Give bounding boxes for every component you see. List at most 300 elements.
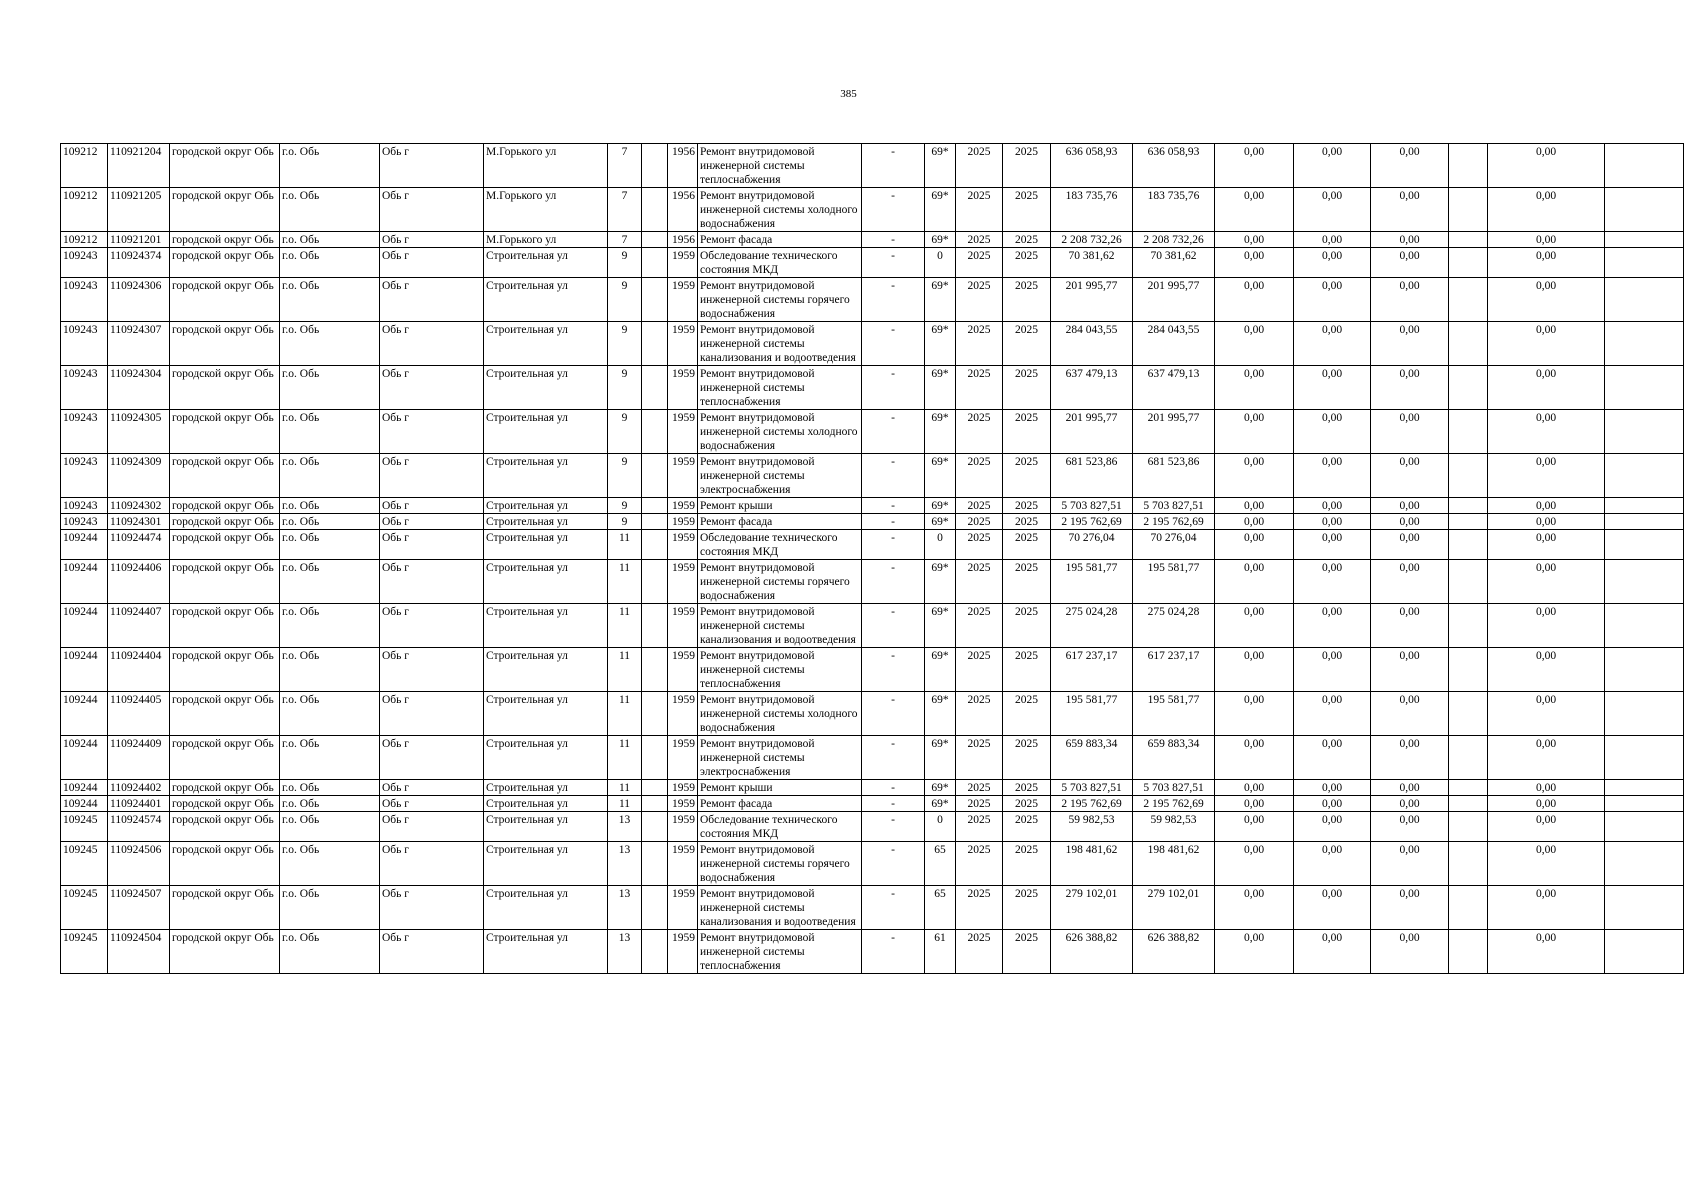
cell-dash: - <box>862 648 925 692</box>
cell-fund-amount: 279 102,01 <box>1133 886 1215 930</box>
cell-house-id: 109243 <box>61 454 108 498</box>
cell-municipality: городской округ Обь <box>170 692 280 736</box>
cell-street: Строительная ул <box>484 736 608 780</box>
cell-house-number: 11 <box>608 736 642 780</box>
cell-plan-year-start: 2025 <box>956 454 1003 498</box>
cell-house-number: 9 <box>608 514 642 530</box>
cell-dash: - <box>862 842 925 886</box>
cell-amount-2: 0,00 <box>1294 930 1371 974</box>
cell-municipality: городской округ Обь <box>170 812 280 842</box>
cell-district: г.о. Обь <box>280 648 380 692</box>
cell-total-cost: 195 581,77 <box>1051 692 1133 736</box>
cell-amount-4 <box>1449 886 1488 930</box>
cell-work-code: 110924307 <box>108 322 170 366</box>
cell-municipality: городской округ Обь <box>170 188 280 232</box>
cell-dash: - <box>862 410 925 454</box>
cell-locality: Обь г <box>380 930 484 974</box>
cell-amount-2: 0,00 <box>1294 604 1371 648</box>
cell-plan-year-start: 2025 <box>956 498 1003 514</box>
cell-fund-amount: 2 195 762,69 <box>1133 796 1215 812</box>
cell-amount-4 <box>1449 144 1488 188</box>
page-number: 385 <box>840 88 857 100</box>
cell-year-built: 1959 <box>668 604 698 648</box>
cell-plan-year-start: 2025 <box>956 930 1003 974</box>
cell-locality: Обь г <box>380 530 484 560</box>
cell-amount-2: 0,00 <box>1294 248 1371 278</box>
cell-total-cost: 636 058,93 <box>1051 144 1133 188</box>
cell-district: г.о. Обь <box>280 498 380 514</box>
table-row <box>61 796 1684 812</box>
cell-work-code: 110924401 <box>108 796 170 812</box>
cell-plan-year-start: 2025 <box>956 278 1003 322</box>
cell-amount-3: 0,00 <box>1371 560 1449 604</box>
cell-total-cost: 195 581,77 <box>1051 560 1133 604</box>
cell-dash: - <box>862 780 925 796</box>
cell-total-cost: 2 208 732,26 <box>1051 232 1133 248</box>
cell-amount-6 <box>1605 886 1684 930</box>
cell-amount-4 <box>1449 930 1488 974</box>
cell-amount-4 <box>1449 780 1488 796</box>
cell-plan-year-end: 2025 <box>1003 454 1051 498</box>
table-row <box>61 144 1684 188</box>
cell-locality: Обь г <box>380 322 484 366</box>
cell-work-code: 110924301 <box>108 514 170 530</box>
cell-total-cost: 275 024,28 <box>1051 604 1133 648</box>
cell-amount-1: 0,00 <box>1215 604 1294 648</box>
cell-municipality: городской округ Обь <box>170 278 280 322</box>
cell-building <box>642 886 668 930</box>
cell-wear: 0 <box>925 812 956 842</box>
cell-house-id: 109243 <box>61 366 108 410</box>
cell-work-code: 110924306 <box>108 278 170 322</box>
cell-wear: 65 <box>925 842 956 886</box>
cell-amount-4 <box>1449 248 1488 278</box>
cell-total-cost: 637 479,13 <box>1051 366 1133 410</box>
cell-municipality: городской округ Обь <box>170 366 280 410</box>
cell-year-built: 1959 <box>668 322 698 366</box>
cell-year-built: 1959 <box>668 736 698 780</box>
cell-amount-6 <box>1605 530 1684 560</box>
cell-locality: Обь г <box>380 886 484 930</box>
cell-work-type: Ремонт внутридомовой инженерной системы холодного водоснабжения <box>698 692 862 736</box>
cell-street: Строительная ул <box>484 530 608 560</box>
cell-amount-1: 0,00 <box>1215 560 1294 604</box>
cell-locality: Обь г <box>380 812 484 842</box>
cell-wear: 69* <box>925 514 956 530</box>
cell-municipality: городской округ Обь <box>170 248 280 278</box>
cell-wear: 69* <box>925 648 956 692</box>
cell-house-id: 109243 <box>61 514 108 530</box>
cell-amount-3: 0,00 <box>1371 498 1449 514</box>
cell-municipality: городской округ Обь <box>170 530 280 560</box>
cell-amount-3: 0,00 <box>1371 366 1449 410</box>
cell-street: Строительная ул <box>484 454 608 498</box>
cell-street: Строительная ул <box>484 930 608 974</box>
cell-building <box>642 930 668 974</box>
cell-amount-1: 0,00 <box>1215 322 1294 366</box>
cell-house-id: 109212 <box>61 188 108 232</box>
cell-plan-year-end: 2025 <box>1003 648 1051 692</box>
cell-plan-year-start: 2025 <box>956 812 1003 842</box>
cell-amount-4 <box>1449 322 1488 366</box>
cell-district: г.о. Обь <box>280 692 380 736</box>
cell-district: г.о. Обь <box>280 278 380 322</box>
cell-amount-5: 0,00 <box>1488 842 1605 886</box>
cell-work-type: Ремонт внутридомовой инженерной системы холодного водоснабжения <box>698 188 862 232</box>
cell-fund-amount: 198 481,62 <box>1133 842 1215 886</box>
cell-locality: Обь г <box>380 736 484 780</box>
cell-amount-4 <box>1449 796 1488 812</box>
cell-street: Строительная ул <box>484 322 608 366</box>
cell-fund-amount: 201 995,77 <box>1133 278 1215 322</box>
cell-fund-amount: 637 479,13 <box>1133 366 1215 410</box>
cell-locality: Обь г <box>380 514 484 530</box>
cell-plan-year-start: 2025 <box>956 692 1003 736</box>
cell-work-type: Ремонт фасада <box>698 514 862 530</box>
cell-work-type: Ремонт внутридомовой инженерной системы канализования и водоотведения <box>698 322 862 366</box>
cell-street: Строительная ул <box>484 514 608 530</box>
cell-total-cost: 198 481,62 <box>1051 842 1133 886</box>
cell-work-type: Обследование технического состояния МКД <box>698 530 862 560</box>
cell-work-code: 110924404 <box>108 648 170 692</box>
cell-locality: Обь г <box>380 410 484 454</box>
cell-amount-5: 0,00 <box>1488 530 1605 560</box>
cell-amount-4 <box>1449 530 1488 560</box>
cell-locality: Обь г <box>380 454 484 498</box>
cell-fund-amount: 275 024,28 <box>1133 604 1215 648</box>
cell-total-cost: 59 982,53 <box>1051 812 1133 842</box>
cell-plan-year-start: 2025 <box>956 560 1003 604</box>
cell-work-type: Ремонт внутридомовой инженерной системы горячего водоснабжения <box>698 842 862 886</box>
cell-house-number: 9 <box>608 498 642 514</box>
cell-street: Строительная ул <box>484 796 608 812</box>
cell-house-number: 11 <box>608 780 642 796</box>
cell-house-number: 11 <box>608 560 642 604</box>
cell-amount-5: 0,00 <box>1488 498 1605 514</box>
table-row <box>61 530 1684 560</box>
cell-street: Строительная ул <box>484 248 608 278</box>
cell-locality: Обь г <box>380 248 484 278</box>
cell-total-cost: 5 703 827,51 <box>1051 780 1133 796</box>
cell-amount-6 <box>1605 796 1684 812</box>
cell-amount-4 <box>1449 736 1488 780</box>
cell-year-built: 1959 <box>668 498 698 514</box>
cell-amount-1: 0,00 <box>1215 248 1294 278</box>
cell-amount-6 <box>1605 454 1684 498</box>
cell-amount-4 <box>1449 812 1488 842</box>
cell-work-code: 110924406 <box>108 560 170 604</box>
cell-dash: - <box>862 322 925 366</box>
cell-total-cost: 617 237,17 <box>1051 648 1133 692</box>
cell-municipality: городской округ Обь <box>170 736 280 780</box>
cell-plan-year-end: 2025 <box>1003 322 1051 366</box>
cell-house-id: 109244 <box>61 604 108 648</box>
cell-work-type: Ремонт внутридомовой инженерной системы теплоснабжения <box>698 648 862 692</box>
cell-amount-6 <box>1605 930 1684 974</box>
cell-wear: 69* <box>925 604 956 648</box>
cell-street: М.Горького ул <box>484 188 608 232</box>
cell-house-id: 109244 <box>61 780 108 796</box>
capital-repair-table <box>60 143 1684 974</box>
cell-municipality: городской округ Обь <box>170 648 280 692</box>
cell-municipality: городской округ Обь <box>170 604 280 648</box>
table-row <box>61 886 1684 930</box>
cell-municipality: городской округ Обь <box>170 886 280 930</box>
cell-plan-year-start: 2025 <box>956 530 1003 560</box>
cell-total-cost: 201 995,77 <box>1051 410 1133 454</box>
cell-dash: - <box>862 812 925 842</box>
cell-work-type: Ремонт внутридомовой инженерной системы теплоснабжения <box>698 930 862 974</box>
cell-street: Строительная ул <box>484 278 608 322</box>
table-row <box>61 366 1684 410</box>
cell-work-type: Ремонт крыши <box>698 780 862 796</box>
cell-house-number: 11 <box>608 692 642 736</box>
cell-dash: - <box>862 886 925 930</box>
cell-house-number: 9 <box>608 322 642 366</box>
cell-amount-3: 0,00 <box>1371 930 1449 974</box>
cell-plan-year-end: 2025 <box>1003 796 1051 812</box>
cell-plan-year-end: 2025 <box>1003 498 1051 514</box>
cell-district: г.о. Обь <box>280 232 380 248</box>
cell-house-id: 109245 <box>61 812 108 842</box>
cell-house-id: 109243 <box>61 322 108 366</box>
cell-amount-6 <box>1605 278 1684 322</box>
cell-amount-6 <box>1605 410 1684 454</box>
cell-house-number: 7 <box>608 188 642 232</box>
table-row <box>61 410 1684 454</box>
cell-year-built: 1959 <box>668 454 698 498</box>
cell-amount-5: 0,00 <box>1488 322 1605 366</box>
cell-amount-1: 0,00 <box>1215 498 1294 514</box>
cell-amount-6 <box>1605 248 1684 278</box>
cell-plan-year-end: 2025 <box>1003 514 1051 530</box>
cell-municipality: городской округ Обь <box>170 930 280 974</box>
cell-work-type: Обследование технического состояния МКД <box>698 248 862 278</box>
cell-year-built: 1959 <box>668 560 698 604</box>
cell-dash: - <box>862 248 925 278</box>
cell-amount-1: 0,00 <box>1215 736 1294 780</box>
cell-house-id: 109244 <box>61 560 108 604</box>
cell-street: М.Горького ул <box>484 232 608 248</box>
cell-amount-1: 0,00 <box>1215 188 1294 232</box>
cell-plan-year-end: 2025 <box>1003 410 1051 454</box>
cell-amount-4 <box>1449 278 1488 322</box>
cell-work-code: 110924506 <box>108 842 170 886</box>
table-row <box>61 498 1684 514</box>
cell-amount-3: 0,00 <box>1371 322 1449 366</box>
cell-municipality: городской округ Обь <box>170 232 280 248</box>
cell-house-number: 11 <box>608 796 642 812</box>
cell-wear: 69* <box>925 366 956 410</box>
cell-dash: - <box>862 232 925 248</box>
cell-building <box>642 498 668 514</box>
cell-district: г.о. Обь <box>280 736 380 780</box>
cell-house-id: 109244 <box>61 530 108 560</box>
cell-wear: 65 <box>925 886 956 930</box>
cell-fund-amount: 70 276,04 <box>1133 530 1215 560</box>
cell-work-code: 110921204 <box>108 144 170 188</box>
cell-fund-amount: 681 523,86 <box>1133 454 1215 498</box>
cell-plan-year-start: 2025 <box>956 886 1003 930</box>
cell-amount-2: 0,00 <box>1294 454 1371 498</box>
cell-street: Строительная ул <box>484 560 608 604</box>
cell-house-id: 109244 <box>61 796 108 812</box>
cell-amount-6 <box>1605 560 1684 604</box>
cell-plan-year-end: 2025 <box>1003 812 1051 842</box>
cell-total-cost: 70 381,62 <box>1051 248 1133 278</box>
cell-dash: - <box>862 498 925 514</box>
cell-building <box>642 842 668 886</box>
cell-amount-3: 0,00 <box>1371 278 1449 322</box>
cell-amount-4 <box>1449 514 1488 530</box>
cell-year-built: 1956 <box>668 144 698 188</box>
cell-amount-1: 0,00 <box>1215 366 1294 410</box>
cell-fund-amount: 617 237,17 <box>1133 648 1215 692</box>
cell-house-number: 13 <box>608 930 642 974</box>
cell-district: г.о. Обь <box>280 322 380 366</box>
cell-house-id: 109212 <box>61 144 108 188</box>
cell-year-built: 1959 <box>668 248 698 278</box>
table-row <box>61 736 1684 780</box>
cell-amount-5: 0,00 <box>1488 144 1605 188</box>
cell-work-type: Ремонт внутридомовой инженерной системы электроснабжения <box>698 736 862 780</box>
cell-amount-3: 0,00 <box>1371 232 1449 248</box>
cell-wear: 69* <box>925 144 956 188</box>
cell-amount-6 <box>1605 322 1684 366</box>
cell-building <box>642 188 668 232</box>
cell-amount-6 <box>1605 692 1684 736</box>
cell-year-built: 1959 <box>668 930 698 974</box>
cell-work-type: Ремонт внутридомовой инженерной системы горячего водоснабжения <box>698 278 862 322</box>
cell-amount-5: 0,00 <box>1488 780 1605 796</box>
cell-amount-3: 0,00 <box>1371 454 1449 498</box>
cell-total-cost: 284 043,55 <box>1051 322 1133 366</box>
cell-total-cost: 2 195 762,69 <box>1051 514 1133 530</box>
cell-amount-6 <box>1605 514 1684 530</box>
cell-street: Строительная ул <box>484 648 608 692</box>
cell-total-cost: 5 703 827,51 <box>1051 498 1133 514</box>
cell-fund-amount: 2 208 732,26 <box>1133 232 1215 248</box>
cell-house-number: 9 <box>608 366 642 410</box>
cell-district: г.о. Обь <box>280 812 380 842</box>
cell-fund-amount: 626 388,82 <box>1133 930 1215 974</box>
cell-work-code: 110924507 <box>108 886 170 930</box>
cell-municipality: городской округ Обь <box>170 560 280 604</box>
cell-house-id: 109243 <box>61 278 108 322</box>
cell-amount-4 <box>1449 366 1488 410</box>
cell-building <box>642 780 668 796</box>
cell-plan-year-start: 2025 <box>956 410 1003 454</box>
cell-house-id: 109212 <box>61 232 108 248</box>
cell-house-id: 109245 <box>61 930 108 974</box>
cell-amount-2: 0,00 <box>1294 232 1371 248</box>
cell-amount-5: 0,00 <box>1488 648 1605 692</box>
cell-house-id: 109244 <box>61 692 108 736</box>
cell-district: г.о. Обь <box>280 454 380 498</box>
cell-wear: 69* <box>925 322 956 366</box>
cell-amount-3: 0,00 <box>1371 842 1449 886</box>
cell-amount-2: 0,00 <box>1294 692 1371 736</box>
cell-building <box>642 692 668 736</box>
cell-work-code: 110924304 <box>108 366 170 410</box>
cell-house-id: 109244 <box>61 736 108 780</box>
cell-amount-5: 0,00 <box>1488 232 1605 248</box>
cell-house-number: 9 <box>608 278 642 322</box>
cell-district: г.о. Обь <box>280 144 380 188</box>
cell-total-cost: 2 195 762,69 <box>1051 796 1133 812</box>
cell-plan-year-end: 2025 <box>1003 530 1051 560</box>
cell-house-number: 13 <box>608 886 642 930</box>
cell-plan-year-start: 2025 <box>956 232 1003 248</box>
cell-total-cost: 70 276,04 <box>1051 530 1133 560</box>
cell-total-cost: 659 883,34 <box>1051 736 1133 780</box>
cell-fund-amount: 59 982,53 <box>1133 812 1215 842</box>
cell-locality: Обь г <box>380 366 484 410</box>
cell-dash: - <box>862 930 925 974</box>
cell-plan-year-end: 2025 <box>1003 604 1051 648</box>
cell-work-code: 110921205 <box>108 188 170 232</box>
table-row <box>61 930 1684 974</box>
cell-locality: Обь г <box>380 232 484 248</box>
cell-wear: 69* <box>925 454 956 498</box>
cell-total-cost: 681 523,86 <box>1051 454 1133 498</box>
table-row <box>61 322 1684 366</box>
cell-amount-6 <box>1605 144 1684 188</box>
cell-amount-6 <box>1605 498 1684 514</box>
cell-house-id: 109243 <box>61 498 108 514</box>
cell-amount-5: 0,00 <box>1488 188 1605 232</box>
cell-amount-1: 0,00 <box>1215 648 1294 692</box>
cell-street: Строительная ул <box>484 410 608 454</box>
cell-building <box>642 322 668 366</box>
cell-dash: - <box>862 796 925 812</box>
cell-amount-4 <box>1449 692 1488 736</box>
cell-building <box>642 366 668 410</box>
cell-amount-4 <box>1449 410 1488 454</box>
cell-plan-year-end: 2025 <box>1003 886 1051 930</box>
cell-work-type: Ремонт крыши <box>698 498 862 514</box>
cell-building <box>642 144 668 188</box>
cell-dash: - <box>862 144 925 188</box>
cell-amount-1: 0,00 <box>1215 780 1294 796</box>
cell-wear: 0 <box>925 530 956 560</box>
cell-municipality: городской округ Обь <box>170 410 280 454</box>
cell-house-number: 9 <box>608 248 642 278</box>
cell-amount-3: 0,00 <box>1371 812 1449 842</box>
cell-work-code: 110924309 <box>108 454 170 498</box>
cell-locality: Обь г <box>380 780 484 796</box>
cell-locality: Обь г <box>380 278 484 322</box>
cell-street: М.Горького ул <box>484 144 608 188</box>
cell-plan-year-start: 2025 <box>956 648 1003 692</box>
cell-amount-6 <box>1605 780 1684 796</box>
cell-amount-1: 0,00 <box>1215 886 1294 930</box>
cell-district: г.о. Обь <box>280 560 380 604</box>
cell-amount-2: 0,00 <box>1294 780 1371 796</box>
cell-wear: 69* <box>925 232 956 248</box>
cell-year-built: 1959 <box>668 278 698 322</box>
cell-fund-amount: 201 995,77 <box>1133 410 1215 454</box>
cell-amount-4 <box>1449 560 1488 604</box>
cell-amount-5: 0,00 <box>1488 410 1605 454</box>
cell-plan-year-end: 2025 <box>1003 842 1051 886</box>
cell-plan-year-end: 2025 <box>1003 780 1051 796</box>
cell-locality: Обь г <box>380 498 484 514</box>
cell-municipality: городской округ Обь <box>170 796 280 812</box>
cell-house-number: 11 <box>608 530 642 560</box>
cell-locality: Обь г <box>380 604 484 648</box>
cell-amount-5: 0,00 <box>1488 736 1605 780</box>
